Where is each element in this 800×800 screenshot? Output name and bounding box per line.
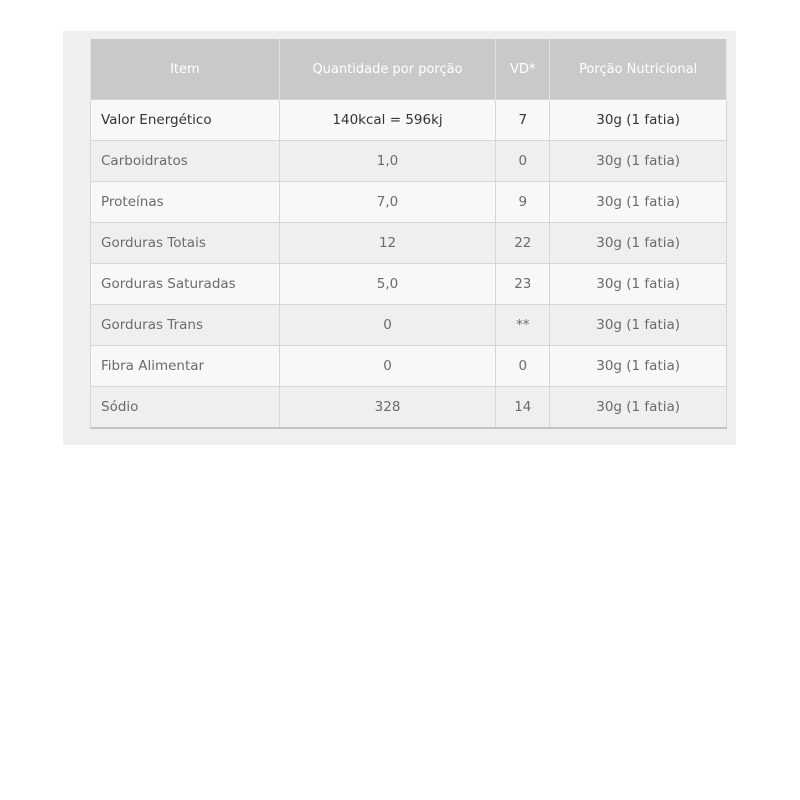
cell-porcao: 30g (1 fatia) [550,346,727,387]
cell-item: Gorduras Totais [91,223,280,264]
table-row [91,346,727,387]
cell-vd: 14 [496,387,550,429]
table-row [91,100,727,141]
table-body [91,100,727,429]
table-row [91,223,727,264]
cell-vd: 9 [496,182,550,223]
cell-porcao: 30g (1 fatia) [550,182,727,223]
cell-porcao: 30g (1 fatia) [550,387,727,429]
cell-item: Sódio [91,387,280,429]
nutrition-panel [63,31,736,445]
cell-item: Gorduras Saturadas [91,264,280,305]
cell-vd: 0 [496,141,550,182]
header-row [91,39,727,100]
cell-item: Carboidratos [91,141,280,182]
cell-quantidade: 12 [279,223,496,264]
table-row [91,182,727,223]
header-quantidade: Quantidade por porção [279,39,496,100]
cell-quantidade: 7,0 [279,182,496,223]
nutrition-table [90,39,727,429]
table-header [91,39,727,100]
cell-vd: 7 [496,100,550,141]
header-item: Item [91,39,280,100]
cell-item: Valor Energético [91,100,280,141]
cell-item: Proteínas [91,182,280,223]
cell-vd: ** [496,305,550,346]
cell-porcao: 30g (1 fatia) [550,264,727,305]
table-row [91,305,727,346]
table-row [91,387,727,429]
cell-quantidade: 1,0 [279,141,496,182]
cell-porcao: 30g (1 fatia) [550,141,727,182]
cell-quantidade: 0 [279,346,496,387]
cell-vd: 23 [496,264,550,305]
table-row [91,264,727,305]
header-vd: VD* [496,39,550,100]
cell-quantidade: 140kcal = 596kj [279,100,496,141]
cell-vd: 22 [496,223,550,264]
cell-item: Gorduras Trans [91,305,280,346]
cell-quantidade: 0 [279,305,496,346]
cell-porcao: 30g (1 fatia) [550,305,727,346]
header-porcao: Porção Nutricional [550,39,727,100]
cell-quantidade: 328 [279,387,496,429]
cell-quantidade: 5,0 [279,264,496,305]
table-row [91,141,727,182]
cell-item: Fibra Alimentar [91,346,280,387]
cell-porcao: 30g (1 fatia) [550,100,727,141]
cell-porcao: 30g (1 fatia) [550,223,727,264]
cell-vd: 0 [496,346,550,387]
